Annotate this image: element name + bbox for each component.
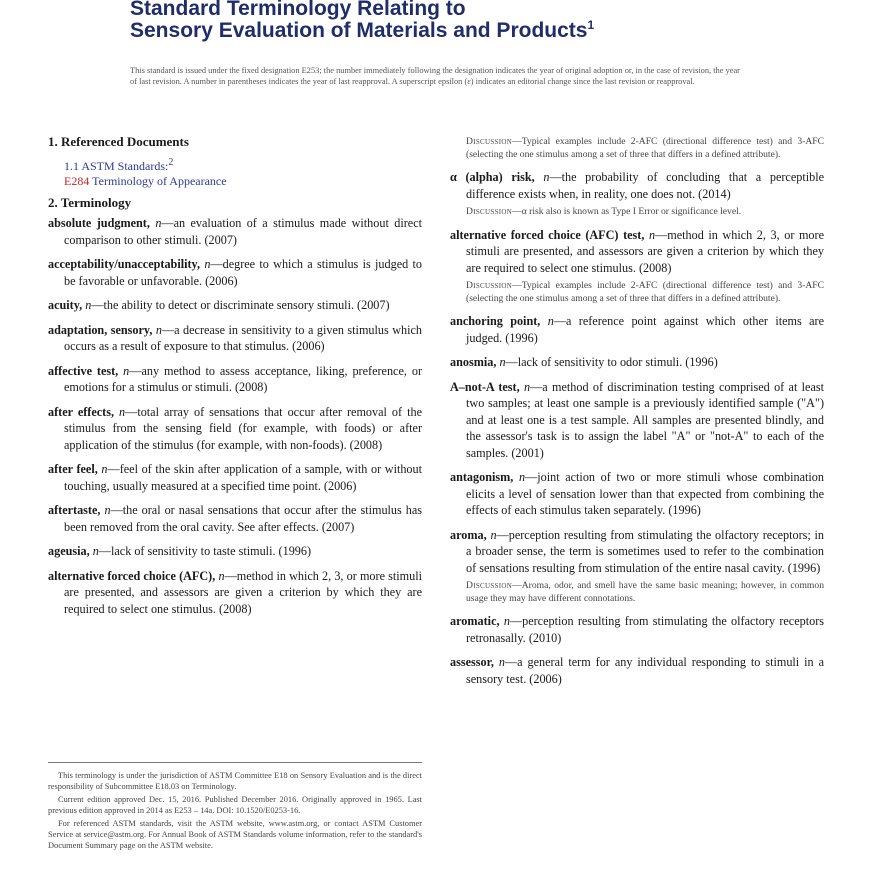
footnote-1b: Current edition approved Dec. 15, 2016. Published December 2016. Originally approved in 1965. Last previous edition approved in 2014 as E253 – 14a. DOI: 10.1520/E0253-16. [48, 795, 422, 815]
discussion-text: —α risk also is known as Type I Error or significance level. [512, 206, 742, 217]
section-terminology: 2. Terminology [48, 194, 132, 210]
entry-definition: —an evaluation of a stimulus made without direct comparison to other stimuli. (2007) [64, 216, 423, 247]
entry-part-of-speech: n [490, 527, 497, 542]
entry-term: assessor, [450, 655, 494, 669]
discussion-label: Discussion [466, 280, 513, 291]
entry-part-of-speech: n [218, 568, 225, 583]
entry-definition: —joint action of two or more stimuli whose combination elicits a level of sensation lower than that expected from combining the effects of each stimulus taken separately. (1996) [466, 470, 824, 517]
ref-astm-sup: 2 [168, 156, 174, 168]
glossary-entry [450, 313, 824, 346]
discussion-text: —Typical examples include 2-AFC (directional difference test) and 3-AFC (selecting the one stimulus among a set of three that differs in a defined attribute). [466, 136, 824, 160]
entry-part-of-speech: n [499, 355, 506, 369]
ref-e284-code[interactable]: E284 [64, 173, 90, 188]
entry-definition: —a decrease in sensitivity to a given stimulus which occurs as a result of exposure to that stimulus. (2006) [64, 322, 423, 353]
glossary-entry [48, 543, 422, 560]
entry-term: after effects, [48, 404, 115, 419]
entry-term: antagonism, [450, 470, 514, 484]
glossary-entry [48, 256, 422, 289]
glossary-entry [450, 354, 824, 371]
entry-part-of-speech: n [104, 503, 111, 517]
entry-part-of-speech: n [119, 404, 126, 419]
ref-e284[interactable] [48, 174, 422, 189]
entry-definition: —feel of the skin after application of a sample, with or without touching, usually measured at a specified time point. (2006) [64, 462, 423, 493]
footnote-1a: This terminology is under the jurisdiction of ASTM Committee E18 on Sensory Evaluation and is the direct responsibility of Subcommittee E18.03 on Terminology. [48, 771, 422, 791]
entry-term: A–not-A test, [450, 379, 520, 394]
glossary-entry [48, 404, 422, 454]
entry-term: anosmia, [450, 355, 497, 369]
entry-part-of-speech: n [101, 462, 108, 476]
entry-term: adaptation, sensory, [48, 322, 153, 337]
ref-astm-standards-label: 1.1 ASTM Standards: [64, 158, 169, 173]
entry-term: aromatic, [450, 614, 500, 628]
glossary-entry [450, 379, 824, 462]
discussion-label: Discussion [466, 136, 513, 147]
entry-definition: —the probability of concluding that a perceptible difference exists when, in reality, one does not. (2014) [466, 170, 825, 201]
document-title [130, 0, 770, 42]
title-line-1: Standard Terminology Relating to [130, 0, 466, 20]
entry-part-of-speech: n [648, 227, 656, 242]
entry-definition: —degree to which a stimulus is judged to be favorable or unfavorable. (2006) [64, 257, 422, 288]
glossary-entry [450, 613, 824, 646]
entry-discussion [466, 580, 824, 605]
glossary-entry [450, 527, 824, 577]
entry-part-of-speech: n [503, 614, 510, 628]
glossary-entry [48, 297, 422, 314]
entry-part-of-speech: n [498, 655, 505, 669]
discussion-label: Discussion [466, 206, 513, 217]
glossary-entry [48, 568, 422, 618]
glossary-entry [450, 227, 824, 277]
entry-definition: —lack of sensitivity to taste stimuli. (1996) [98, 544, 312, 558]
entry-part-of-speech: n [155, 216, 162, 230]
title-line-2-text: Sensory Evaluation of Materials and Products [130, 19, 588, 42]
footnote-2: For referenced ASTM standards, visit the ASTM website, www.astm.org, or contact ASTM Customer Service at service@astm.org. For Annual Book of ASTM Standards volume information, refer to the standard's Document Summary page on the ASTM website. [48, 819, 422, 850]
entry-term: aftertaste, [48, 503, 101, 517]
glossary-entry [48, 215, 422, 248]
entry-term: anchoring point, [450, 314, 541, 328]
entry-definition: —method in which 2, 3, or more stimuli are presented, and assessors are given a criterion by which they are required to select one stimulus. (2008) [466, 227, 824, 275]
entry-part-of-speech: n [155, 322, 162, 337]
ref-e284-title[interactable]: Terminology of Appearance [92, 173, 227, 188]
entry-definition: —perception resulting from stimulating the olfactory receptors retronasally. (2010) [466, 614, 824, 645]
entry-term: absolute judgment, [48, 216, 150, 230]
entry-term: alternative forced choice (AFC), [48, 568, 216, 583]
entry-definition: —perception resulting from stimulating the olfactory receptors; in a broader sense, the term is sometimes used to refer to the combination of sensations resulting from stimulation of the entire nasal cavity. (1996) [466, 527, 825, 575]
entry-definition: —any method to assess acceptance, liking, preference, or emotions for a stimulus or stimuli. (2008) [64, 363, 422, 394]
glossary-entry [450, 169, 824, 202]
entry-part-of-speech: n [543, 170, 550, 184]
glossary-entry [48, 461, 422, 494]
entry-part-of-speech: n [204, 257, 211, 271]
entry-term: alternative forced choice (AFC) test, [450, 227, 645, 242]
left-entry-list [48, 215, 422, 617]
left-column [48, 130, 422, 625]
discussion-text: —Typical examples include 2-AFC (directional difference test) and 3-AFC (selecting the one stimulus among a set of three that differs in a defined attribute). [466, 280, 824, 304]
discussion-label: Discussion [466, 580, 513, 591]
glossary-entry [48, 322, 422, 355]
section-referenced-documents: 1. Referenced Documents [48, 134, 189, 149]
designation-notice: This standard is issued under the fixed designation E253; the number immediately following the designation indicates the year of original adoption or, in the case of revision, the year of last revision. A number in parentheses indicates the year of last reapproval. A superscript epsilon (ε) indicates an editorial change since the last revision or reapproval. [130, 66, 740, 86]
title-line-2 [130, 20, 770, 42]
entry-part-of-speech: n [518, 470, 526, 484]
entry-part-of-speech: n [524, 379, 531, 394]
discussion-text: —Aroma, odor, and smell have the same basic meaning; however, in common usage they may have different connotations. [466, 580, 824, 604]
entry-discussion [466, 280, 824, 305]
entry-definition: —a general term for any individual responding to stimuli in a sensory test. (2006) [466, 655, 824, 686]
entry-definition: —the oral or nasal sensations that occur after the stimulus has been removed from the oral cavity. See after effects. (2007) [64, 503, 423, 534]
glossary-entry [48, 502, 422, 535]
entry-term: after feel, [48, 462, 98, 476]
right-entry-list [450, 169, 824, 687]
entry-definition: —a reference point against which other items are judged. (1996) [466, 314, 824, 345]
glossary-entry [450, 469, 824, 519]
entry-term: affective test, [48, 363, 119, 378]
title-footnote-mark[interactable]: 1 [587, 18, 595, 32]
entry-discussion [466, 206, 824, 219]
glossary-entry [450, 654, 824, 687]
glossary-entry [48, 363, 422, 396]
entry-term: aroma, [450, 527, 487, 542]
entry-definition: —method in which 2, 3, or more stimuli are presented, and assessors are given a criterion by which they are required to select one stimulus. (2008) [64, 568, 423, 616]
entry-definition: —a method of discrimination testing comprised of at least two samples; at least one sample is a previously identified sample ("A") and at least one is a test sample. All samples are presented blindly, and the assessor's task is to assign the label "A" or "not-A" to each of the samples. (2001) [466, 379, 825, 460]
entry-term: ageusia, [48, 544, 90, 558]
entry-term: α (alpha) risk, [450, 170, 535, 184]
entry-part-of-speech: n [123, 363, 130, 378]
entry-term: acceptability/unacceptability, [48, 257, 200, 271]
entry-part-of-speech: n [547, 314, 554, 328]
entry-part-of-speech: n [85, 298, 92, 312]
ref-astm-standards[interactable] [48, 155, 422, 174]
entry-definition: —the ability to detect or discriminate sensory stimuli. (2007) [91, 298, 390, 312]
right-column [450, 136, 824, 695]
entry-definition: —total array of sensations that occur after removal of the stimulus from the sensing field (for example, with foods) or after application of the stimulus (for example, with non-foods). (2008) [64, 404, 422, 452]
top-discussion [466, 136, 824, 161]
entry-term: acuity, [48, 298, 83, 312]
footnotes [48, 762, 422, 854]
entry-part-of-speech: n [92, 544, 99, 558]
entry-definition: —lack of sensitivity to odor stimuli. (1996) [505, 355, 718, 369]
